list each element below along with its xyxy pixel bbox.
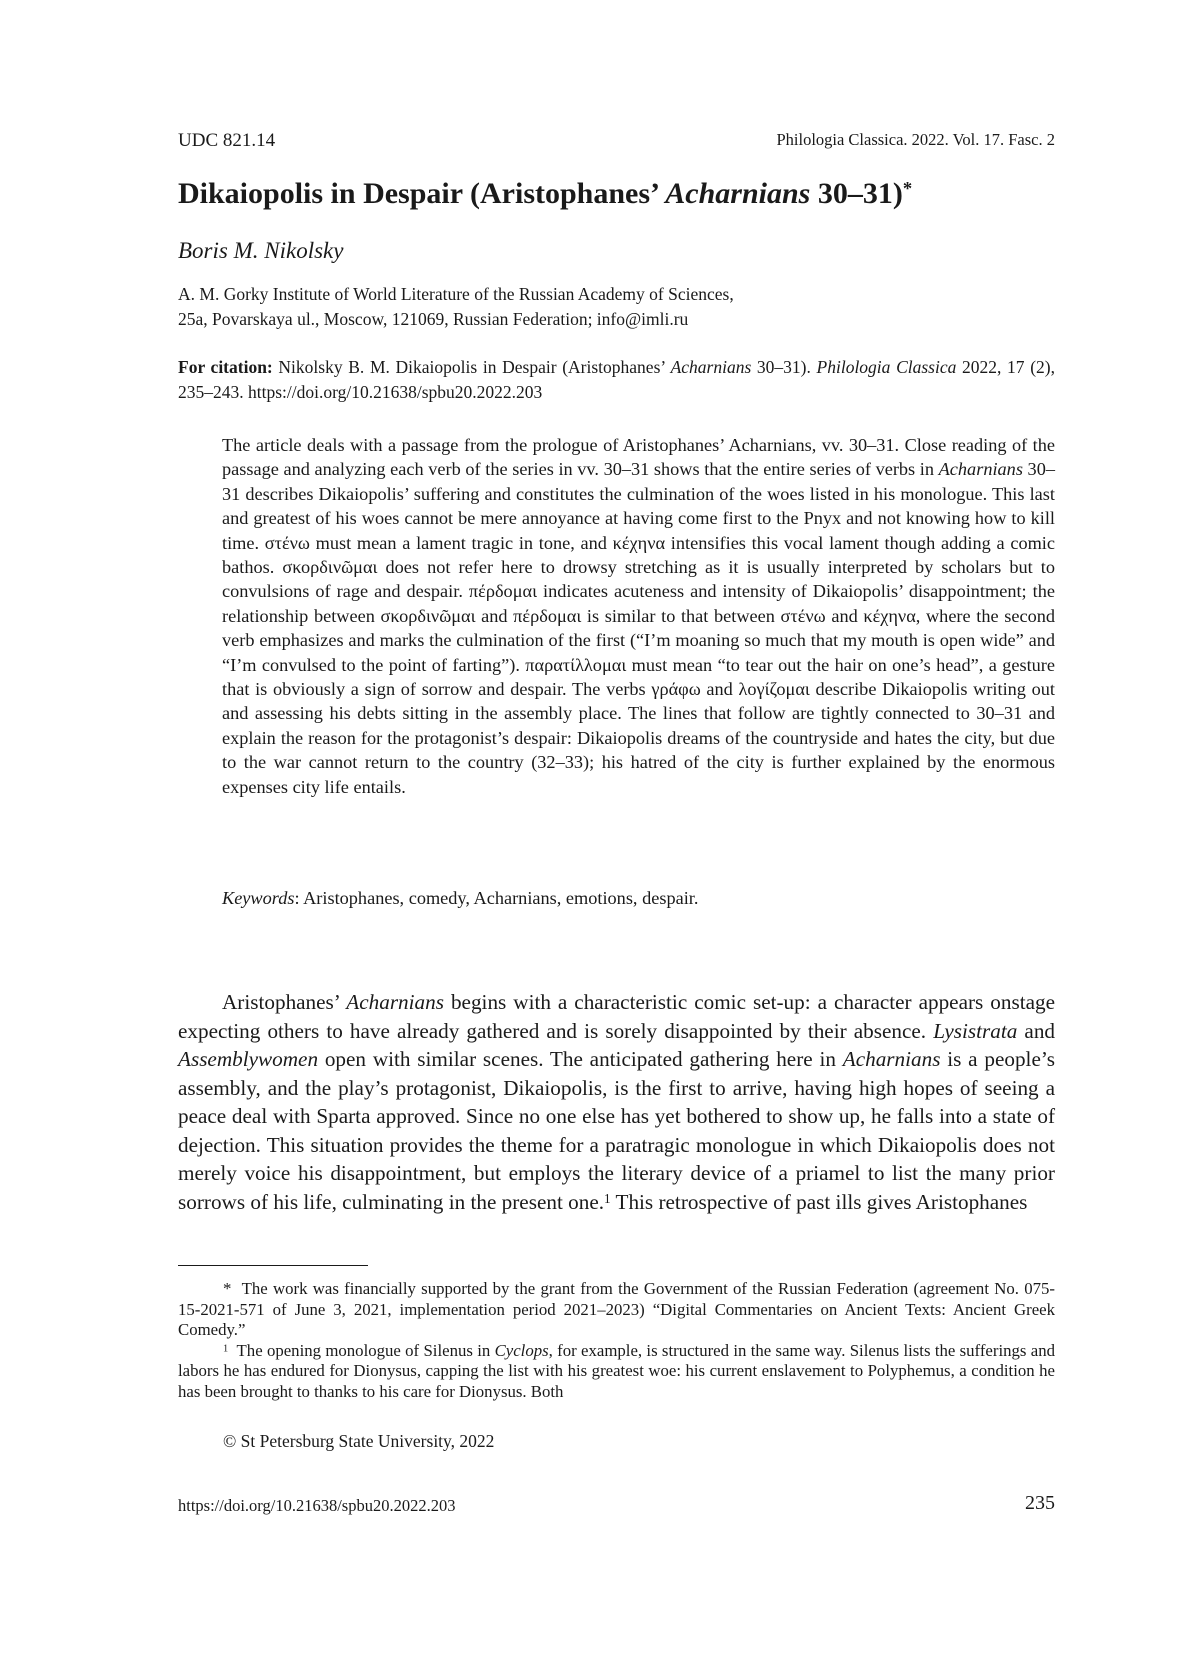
footnote-star: * The work was financially supported by the grant from the Government of the Russian Federation (agreement No. 075-15-2021-571 of June 3, 2021, implementation period 2021–2023) “Digital Commentaries on Ancient Texts: Ancient Greek Comedy.” bbox=[178, 1279, 1055, 1339]
doi-link[interactable]: https://doi.org/10.21638/spbu20.2022.203 bbox=[178, 1496, 456, 1515]
author-name: Boris M. Nikolsky bbox=[178, 238, 344, 263]
body-paragraph: Aristophanes’ Acharnians begins with a characteristic comic set-up: a character appears onstage expecting others to have already gathered and is sorely disappointed by their absence. Lysistrata and Assemblywomen open with similar scenes. The anticipated gathering here in Acharnians is a people’s assembly, and the play’s protagonist, Dikaiopolis, is the first to arrive, having high hopes of seeing a peace deal with Sparta approved. Since no one else has yet bothered to show up, he falls into a state of dejection. This situation provides the theme for a paratragic monologue in which Dikaiopolis does not merely voice his disappointment, but employs the literary device of a priamel to list the many prior sorrows of his life, culminating in the present one.$^1$ This retrospective of past ills gives Aristophanes bbox=[178, 990, 1056, 1214]
copyright-notice: © St Petersburg State University, 2022 bbox=[223, 1431, 495, 1451]
footnotes bbox=[178, 1279, 1055, 1402]
article-title: Dikaiopolis in Despair (Aristophanes’ Acharnians 30–31)* bbox=[178, 177, 913, 210]
page-number: 235 bbox=[1025, 1492, 1055, 1514]
citation-block: For citation: Nikolsky B. M. Dikaiopolis in Despair (Aristophanes’ Acharnians 30–31). Philologia Classica 2022, 17 (2), 235–243. https://doi.org/10.21638/spbu20.2022.203 bbox=[178, 357, 1055, 402]
title-footnote-mark: * bbox=[902, 178, 913, 200]
footnote-1: $^1$ The opening monologue of Silenus in Cyclops, for example, is structured in the same way. Silenus lists the sufferings and labors he has endured for Dionysus, capping the list with his greatest woe: his current enslavement to Polyphemus, a condition he has been brought to thanks to his care for Dionysus. Both bbox=[178, 1340, 1055, 1401]
keywords: Keywords: Aristophanes, comedy, Acharnians, emotions, despair. bbox=[222, 888, 699, 908]
footnote-ref-1: 1 bbox=[604, 1190, 611, 1206]
citation-label: For citation: bbox=[178, 357, 273, 377]
journal-running-head: Philologia Classica. 2022. Vol. 17. Fasc. 2 bbox=[776, 130, 1055, 149]
udc-code: UDC 821.14 bbox=[178, 130, 276, 151]
abstract: The article deals with a passage from the prologue of Aristophanes’ Acharnians, vv. 30–31. Close reading of the passage and analyzing each verb of the series in vv. 30–31 shows that the entire series of verbs in Acharnians 30–31 describes Dikaiopolis’ suffering and constitutes the culmination of the woes listed in his monologue. This last and greatest of his woes cannot be mere annoyance at having come first to the Pnyx and not knowing how to kill time. στένω must mean a lament tragic in tone, and κέχηνα intensifies this vocal lament though adding a comic bathos. σκορδινῶμαι does not refer here to drowsy stretching as it is usually interpreted by scholars but to convulsions of rage and despair. πέρδομαι indicates acuteness and intensity of Dikaiopolis’ disappointment; the relationship between σκορδινῶμαι and πέρδομαι is similar to that between στένω and κέχηνα, where the second verb emphasizes and marks the culmination of the first (“I’m moaning so much that my mouth is open wide” and “I’m convulsed to the point of farting”). παρατίλλομαι must mean “to tear out the hair on one’s head”, a gesture that is obviously a sign of sorrow and despair. The verbs γράφω and λογίζομαι describe Dikaiopolis writing out and assessing his debts sitting in the assembly place. The lines that follow are tightly connected to 30–31 and explain the reason for the protagonist’s despair: Dikaiopolis dreams of the countryside and hates the city, but due to the war cannot return to the country (32–33); his hatred of the city is further explained by the enormous expenses city life entails. bbox=[222, 435, 1055, 797]
author-affiliation: A. M. Gorky Institute of World Literature of the Russian Academy of Sciences, 25a, Povarskaya ul., Moscow, 121069, Russian Federation; info@imli.ru bbox=[178, 284, 734, 329]
footnote-divider bbox=[178, 1265, 368, 1266]
